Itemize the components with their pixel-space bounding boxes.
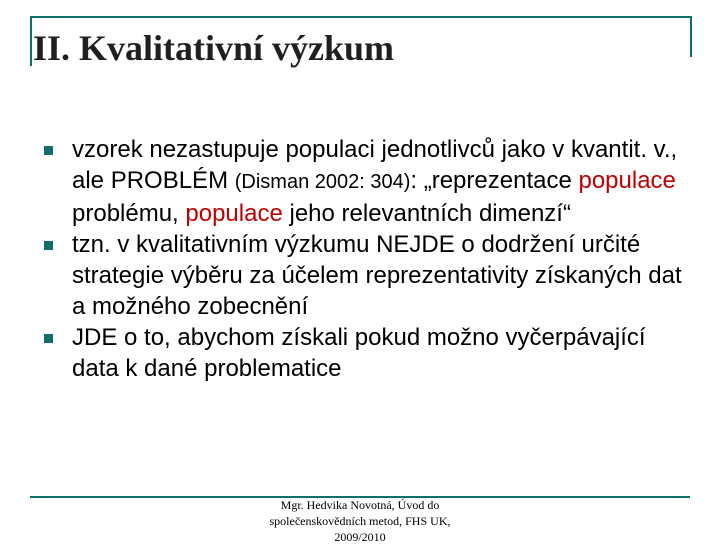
bullet-list (44, 134, 684, 384)
citation: (Disman 2002: 304) (234, 171, 411, 193)
bullet-text: vzorek nezastupuje populaci jednotlivců jako v kvantit. v., ale PROBLÉM (72, 136, 678, 194)
bullet-text: tzn. v kvalitativním výzkumu NEJDE o dodržení určité strategie výběru za účelem reprezentativity získaných dat a možného zobecnění (72, 231, 682, 320)
footer-credit (245, 497, 475, 545)
highlighted-term: populace (578, 167, 676, 194)
title-frame-top-line (30, 16, 692, 18)
bullet-text: : „reprezentace (410, 167, 579, 194)
bullet-item-sample (44, 134, 684, 229)
square-bullet-icon (44, 334, 53, 343)
footer-line: 2009/2010 (334, 530, 386, 544)
bullet-item-strategy (44, 229, 684, 322)
slide-title: II. Kvalitativní výzkum (33, 28, 395, 68)
footer-line: společenskovědních metod, FHS UK, (269, 514, 451, 528)
bullet-text: JDE o to, abychom získali pokud možno vyčerpávající data k dané problematice (72, 324, 646, 382)
footer-line: Mgr. Hedvika Novotná, Úvod do (280, 498, 440, 512)
bullet-text: jeho relevantních dimenzí“ (282, 200, 571, 227)
title-frame-right-line (690, 16, 692, 57)
bullet-item-data (44, 322, 684, 384)
square-bullet-icon (44, 241, 53, 250)
bullet-text: problému, (72, 200, 186, 227)
title-frame-left-line (30, 16, 32, 66)
square-bullet-icon (44, 146, 53, 155)
highlighted-term: populace (185, 200, 283, 227)
